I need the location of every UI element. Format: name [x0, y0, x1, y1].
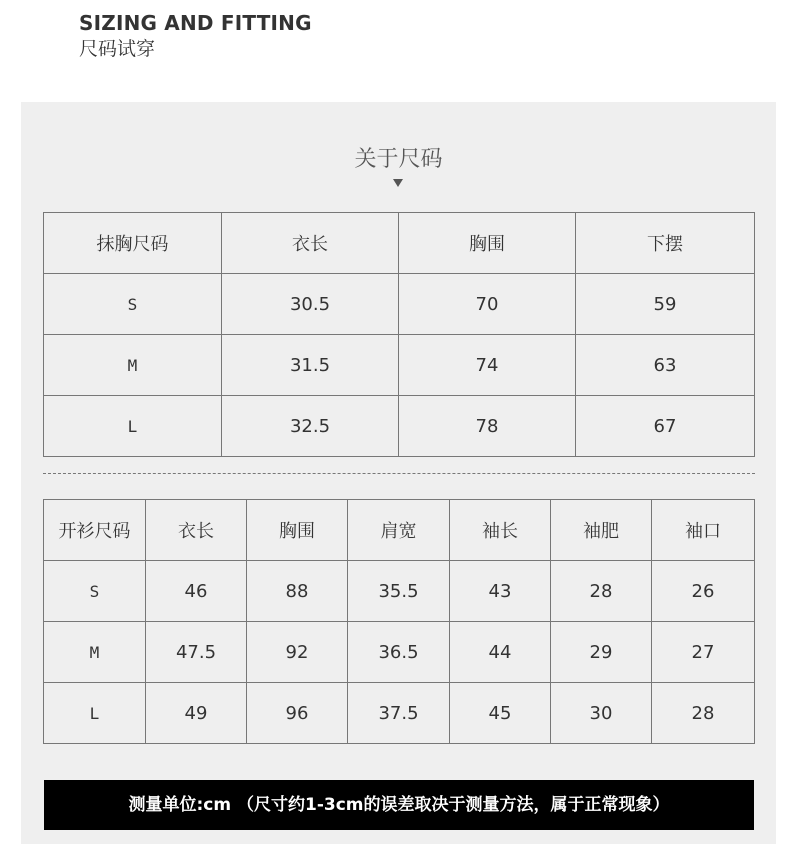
table-cell: 30.5 — [222, 274, 399, 335]
table-row — [44, 683, 755, 744]
header-cell: 袖肥 — [551, 500, 652, 561]
table-row — [44, 561, 755, 622]
table-cell: 30 — [551, 683, 652, 744]
cardigan-size-table — [43, 499, 755, 744]
table-cell: 59 — [576, 274, 755, 335]
measurement-note: 测量单位:cm （尺寸约1-3cm的误差取决于测量方法，属于正常现象） — [44, 780, 754, 830]
page-header — [79, 10, 312, 62]
table-cell: 43 — [450, 561, 551, 622]
header-cell: 衣长 — [222, 213, 399, 274]
table-cell: 88 — [247, 561, 348, 622]
table-row — [44, 335, 755, 396]
table-cell: 27 — [652, 622, 755, 683]
size-panel — [21, 102, 776, 844]
table-cell: 26 — [652, 561, 755, 622]
header-cell: 袖口 — [652, 500, 755, 561]
title-chinese: 尺码试穿 — [79, 38, 156, 60]
table-cell: 47.5 — [146, 622, 247, 683]
table-row — [44, 274, 755, 335]
table-cell: 37.5 — [348, 683, 450, 744]
table-row — [44, 396, 755, 457]
table-header-row — [44, 213, 755, 274]
size-cell: L — [44, 396, 222, 457]
table-cell: 35.5 — [348, 561, 450, 622]
size-cell: M — [44, 335, 222, 396]
size-cell: M — [44, 622, 146, 683]
table-cell: 29 — [551, 622, 652, 683]
header-cell: 开衫尺码 — [44, 500, 146, 561]
table-cell: 28 — [652, 683, 755, 744]
table-cell: 96 — [247, 683, 348, 744]
header-cell: 抹胸尺码 — [44, 213, 222, 274]
tube-top-size-table — [43, 212, 755, 457]
table-row — [44, 622, 755, 683]
table-cell: 49 — [146, 683, 247, 744]
table-cell: 45 — [450, 683, 551, 744]
section-title: 关于尺码 — [354, 147, 443, 172]
header-cell: 衣长 — [146, 500, 247, 561]
table-cell: 78 — [399, 396, 576, 457]
header-cell: 胸围 — [399, 213, 576, 274]
table-cell: 67 — [576, 396, 755, 457]
table-cell: 32.5 — [222, 396, 399, 457]
table-cell: 36.5 — [348, 622, 450, 683]
table-cell: 46 — [146, 561, 247, 622]
table-cell: 28 — [551, 561, 652, 622]
dotted-divider — [43, 473, 755, 474]
size-cell: L — [44, 683, 146, 744]
header-cell: 下摆 — [576, 213, 755, 274]
table-header-row — [44, 500, 755, 561]
table-cell: 92 — [247, 622, 348, 683]
table-cell: 44 — [450, 622, 551, 683]
size-cell: S — [44, 274, 222, 335]
header-cell: 肩宽 — [348, 500, 450, 561]
triangle-down-icon — [393, 179, 403, 187]
header-cell: 袖长 — [450, 500, 551, 561]
table-cell: 31.5 — [222, 335, 399, 396]
size-cell: S — [44, 561, 146, 622]
table-cell: 74 — [399, 335, 576, 396]
table-cell: 63 — [576, 335, 755, 396]
title-english: SIZING AND FITTING — [79, 11, 312, 35]
header-cell: 胸围 — [247, 500, 348, 561]
table-cell: 70 — [399, 274, 576, 335]
